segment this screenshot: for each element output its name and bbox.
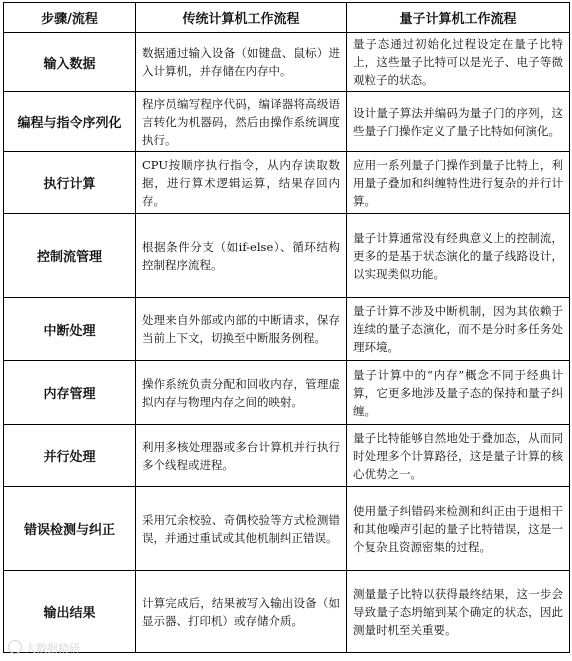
classic-cell: 计算完成后，结果被写入输出设备（如显示器、打印机）或存储介质。 [136, 571, 347, 653]
classic-cell: 操作系统负责分配和回收内存，管理虚拟内存与物理内存之间的映射。 [136, 361, 347, 425]
table-row [4, 33, 570, 92]
step-cell: 内存管理 [4, 361, 136, 425]
step-cell: 中断处理 [4, 298, 136, 361]
table-row [4, 214, 570, 298]
quantum-cell: 量子计算中的“内存”概念不同于经典计算，它更多地涉及量子态的保持和量子纠缠。 [347, 361, 570, 425]
step-cell: 控制流管理 [4, 214, 136, 298]
step-cell: 输出结果 [4, 571, 136, 653]
classic-cell: 数据通过输入设备（如键盘、鼠标）进入计算机，并存储在内存中。 [136, 33, 347, 92]
quantum-cell: 使用量子纠错码来检测和纠正由于退相干和其他噪声引起的量子比特错误，这是一个复杂且资源密集的过程。 [347, 487, 570, 571]
step-cell: 编程与指令序列化 [4, 92, 136, 152]
step-cell: 输入数据 [4, 33, 136, 92]
table-row [4, 152, 570, 214]
watermark [8, 640, 80, 656]
header-step: 步骤/流程 [4, 3, 136, 33]
table-row [4, 571, 570, 653]
quantum-cell: 量子比特能够自然地处于叠加态，从而同时处理多个计算路径，这是量子计算的核心优势之一。 [347, 425, 570, 487]
comparison-table [3, 2, 570, 653]
classic-cell: CPU按顺序执行指令，从内存读取数据，进行算术逻辑运算，结果存回内存。 [136, 152, 347, 214]
table-row [4, 487, 570, 571]
classic-cell: 利用多核处理器或多台计算机并行执行多个线程或进程。 [136, 425, 347, 487]
quantum-cell: 测量量子比特以获得最终结果，这一步会导致量子态坍缩到某个确定的状态，因此测量时机至关重要。 [347, 571, 570, 653]
header-quantum: 量子计算机工作流程 [347, 3, 570, 33]
classic-cell: 根据条件分支（如if-else）、循环结构控制程序流程。 [136, 214, 347, 298]
table-row [4, 425, 570, 487]
quantum-cell: 量子计算通常没有经典意义上的控制流，更多的是基于状态演化的量子线路设计，以实现类似功能。 [347, 214, 570, 298]
quantum-cell: 应用一系列量子门操作到量子比特上，利用量子叠加和纠缠特性进行复杂的并行计算。 [347, 152, 570, 214]
step-cell: 错误检测与纠正 [4, 487, 136, 571]
watermark-text: 大数据精研 [25, 642, 80, 655]
quantum-cell: 量子态通过初始化过程设定在量子比特上，这些量子比特可以是光子、电子等微观粒子的状态。 [347, 33, 570, 92]
table-row [4, 92, 570, 152]
table-row [4, 361, 570, 425]
table-row [4, 298, 570, 361]
table-header-row [4, 3, 570, 33]
step-cell: 并行处理 [4, 425, 136, 487]
quantum-cell: 量子计算不涉及中断机制，因为其依赖于连续的量子态演化，而不是分时多任务处理环境。 [347, 298, 570, 361]
watermark-logo-icon [8, 640, 22, 654]
quantum-cell: 设计量子算法并编码为量子门的序列，这些量子门操作定义了量子比特如何演化。 [347, 92, 570, 152]
header-classic: 传统计算机工作流程 [136, 3, 347, 33]
classic-cell: 采用冗余校验、奇偶校验等方式检测错误，并通过重试或其他机制纠正错误。 [136, 487, 347, 571]
step-cell: 执行计算 [4, 152, 136, 214]
classic-cell: 程序员编写程序代码，编译器将高级语言转化为机器码，然后由操作系统调度执行。 [136, 92, 347, 152]
classic-cell: 处理来自外部或内部的中断请求，保存当前上下文，切换至中断服务例程。 [136, 298, 347, 361]
